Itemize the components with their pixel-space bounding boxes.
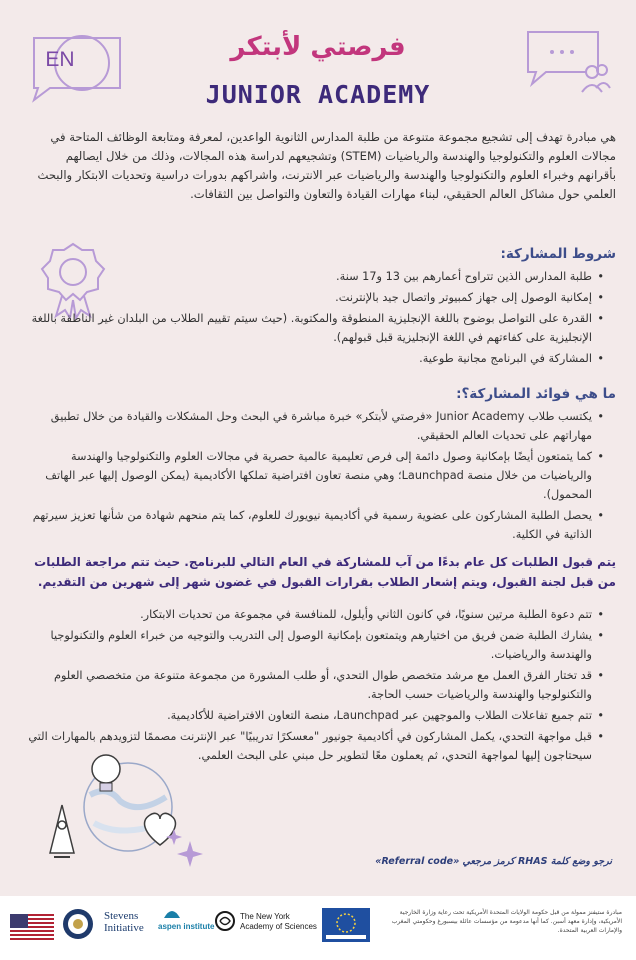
conditions-list: [28, 267, 604, 370]
sponsor-footer: [0, 896, 636, 960]
list-item: • كما يتمتعون أيضًا بإمكانية وصول دائمة إلى فرص تعليمية عالمية حصرية في مجالات العلوم والتكنولوجيا والهندسة والرياضيات من خلال منصة Launchpad؛ وهي منصة تعاون افتراضية تملكها الأكاديمية (يمكن الوصول إليها عبر الهاتف المحمول).: [28, 447, 604, 504]
stevens-initiative-logo: Stevens Initiative: [104, 910, 144, 934]
us-flag-icon: [10, 914, 54, 940]
list-item: • القدرة على التواصل بوضوح باللغة الإنجليزية المنطوقة والمكتوبة. (حيث سيتم تقييم الطلاب من البلدان غير الناطقة باللغة الإنجليزية على كفاءتهم في اللغة الإنجليزية قبل قبولهم).: [28, 309, 604, 347]
lightbulb-icon: [92, 755, 120, 791]
partner-logo-icon: [322, 908, 370, 942]
heart-icon: [145, 813, 176, 845]
state-department-seal-icon: [62, 908, 94, 940]
sparkle-icon: [177, 841, 203, 867]
list-item: • قبل مواجهة التحدي، يكمل المشاركون في أكاديمية جونيور "معسكرًا تدريبيًا" عبر الإنترنت مصممًا لتزويدهم بالمهارات التي سيحتاجون إليها لمواجهة التحدي، ثم يعملون معًا لتطوير حل مبني على البحث العلمي.: [28, 727, 604, 765]
benefits-heading: ما هي فوائد المشاركة؟:: [456, 386, 616, 402]
nyas-swirl-icon: [214, 910, 236, 932]
list-item: • تتم جميع تفاعلات الطلاب والموجهين عبر Launchpad، منصة التعاون الافتراضية للأكاديمية.: [28, 706, 604, 725]
aspen-leaf-icon: [164, 908, 180, 918]
intro-paragraph: هي مبادرة تهدف إلى تشجيع مجموعة متنوعة من طلبة المدارس الثانوية الواعدين، لمعرفة ومتابعة الوظائف المتاحة في مجالات العلوم والتكنولوجيا والهندسة والرياضيات (STEM) وتشجيعهم لدراسة هذه المجالات، وذلك من خلال ايصالهم بأقرانهم وخبراء العلوم والتكنولوجيا والهندسة والرياضيات عبر الانترنت، واشراكهم بدورات دراسية وتحديات الابتكار والبحث العلمي حول مشاكل العالم الحقيقي، لبناء مهارات القيادة والتعاون والتواصل بين الثقافات.: [37, 130, 616, 201]
benefits-list: [28, 407, 604, 546]
referral-code-note: نرجو وضع كلمة RHAS كرمز مرجعي «Referral code»: [375, 856, 612, 867]
list-item: • قد تختار الفرق العمل مع مرشد متخصص طوال التحدي، أو طلب المشورة من مجموعة متنوعة من متخصصي العلوم والتكنولوجيا والهندسة والرياضيات حسب الحاجة.: [28, 666, 604, 704]
innovation-illustration: [28, 745, 228, 875]
process-list: [28, 605, 604, 767]
list-item: • يحصل الطلبة المشاركون على عضوية رسمية في أكاديمية نيويورك للعلوم، كما يتم منحهم شهادة من شأنها تعزيز سيرتهم الذاتية في الكلية.: [28, 506, 604, 544]
list-item: • المشاركة في البرنامج مجانية طوعية.: [28, 349, 604, 368]
funding-note: مبادرة ستيفنز ممولة من قبل حكومة الولايات المتحدة الأمريكية تحت رعاية وزارة الخارجية الأمريكية، وإدارة معهد أسبن. كما أنها مدعومة من مؤسسات عائلة بيسبورغ وحكومتي المغرب والإمارات العربية المتحدة.: [391, 909, 622, 934]
page-title-arabic: فرصتي لأبتكر: [230, 32, 406, 62]
acceptance-note: يتم قبول الطلبات كل عام بدءًا من آب للمشاركة في العام التالي للبرنامج. حيث تتم مراجعة الطلبات من قبل لجنة القبول، ويتم إشعار الطلاب بقرارات القبول في غضون شهر إلى شهرين من التقديم.: [34, 555, 616, 589]
language-toggle-label[interactable]: EN: [45, 48, 75, 71]
list-item: • إمكانية الوصول إلى جهاز كمبيوتر واتصال جيد بالإنترنت.: [28, 288, 604, 307]
list-item: • تتم دعوة الطلبة مرتين سنويًا، في كانون الثاني وأيلول، للمنافسة في مجموعة من تحديات الابتكار.: [28, 605, 604, 624]
list-item: • يكتسب طلاب Junior Academy «فرصتي لأبتكر» خبرة مباشرة في البحث وحل المشكلات والقيادة من خلال تطبيق مهاراتهم على تحديات العالم الحقيقي.: [28, 407, 604, 445]
list-item: • طلبة المدارس الذين تتراوح أعمارهم بين 13 و17 سنة.: [28, 267, 604, 286]
list-item: • يشارك الطلبة ضمن فريق من اختيارهم ويتمتعون بإمكانية الوصول إلى التدريب والتوجيه من خبراء العلوم والتكنولوجيا والهندسة والرياضيات.: [28, 626, 604, 664]
conditions-heading: شروط المشاركة:: [500, 246, 616, 262]
aspen-institute-logo: aspen institute: [158, 922, 215, 931]
nyas-logo: The New York Academy of Sciences: [240, 912, 317, 931]
rocket-icon: [50, 805, 74, 857]
page-title-english: JUNIOR ACADEMY: [205, 80, 431, 109]
